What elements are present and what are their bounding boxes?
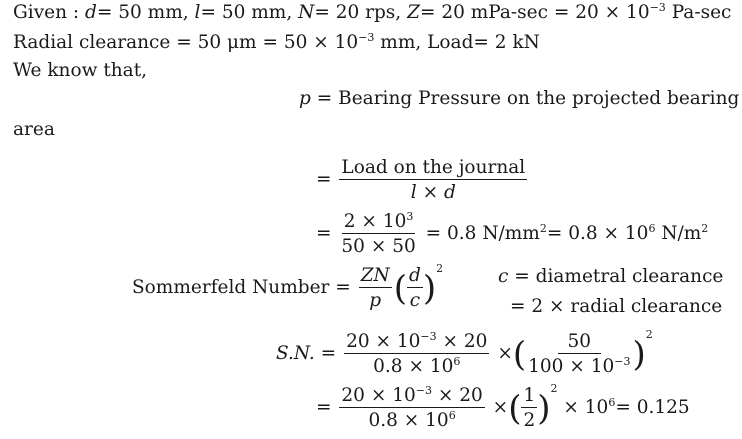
- sommerfeld-equation: [132, 262, 444, 312]
- sn2-main-fraction: [339, 383, 484, 432]
- p-denominator: p: [369, 290, 382, 312]
- sn1-den-exp: 6: [453, 355, 461, 369]
- pressure-definition: = Bearing Pressure on the projected bearing: [316, 88, 740, 109]
- pressure-numerator: [342, 209, 416, 234]
- left-paren-icon: (: [393, 268, 408, 309]
- sommerfeld-label: Sommerfeld Number: [132, 277, 330, 299]
- sn2-exponent: 2: [550, 382, 558, 396]
- speed-symbol: N: [298, 2, 315, 23]
- clearance-tail: mm, Load= 2 kN: [374, 32, 540, 53]
- clearance-note-2: = 2 × radial clearance: [510, 296, 723, 317]
- sn2-tail-exp: 6: [608, 396, 616, 410]
- equation-load-fraction: [316, 158, 529, 203]
- den-l-symbol: l: [410, 182, 417, 204]
- sommerfeld-exponent: 2: [436, 262, 444, 276]
- right-paren-icon: ): [632, 334, 646, 375]
- load-fraction: [339, 158, 527, 203]
- viscosity-unit: Pa-sec: [665, 2, 732, 23]
- sn1-paren-fraction: [526, 332, 632, 377]
- pressure-result: [426, 223, 709, 244]
- sn-label: S.N.: [276, 343, 315, 365]
- equals-sign: =: [316, 223, 332, 245]
- sn1-paren-denominator: [526, 354, 632, 376]
- clearance-note-text: = diametral clearance: [508, 266, 724, 287]
- c-denominator: c: [409, 290, 421, 312]
- equals-sign: =: [320, 343, 337, 365]
- load-denominator: [409, 180, 458, 202]
- zn-numerator: ZN: [359, 266, 392, 288]
- pressure-symbol: p: [299, 88, 311, 109]
- den-d-symbol: d: [443, 182, 456, 204]
- left-paren-icon: (: [512, 334, 527, 375]
- length-symbol: l: [194, 2, 201, 23]
- sn1-paren-numerator: 50: [558, 332, 602, 354]
- clearance-note-1: [498, 268, 723, 287]
- pressure-denominator: 50 × 50: [341, 236, 416, 258]
- pressure-result-1: = 0.8 N/mm: [425, 223, 540, 245]
- sn2-paren-numerator: 1: [521, 386, 537, 408]
- den-times: ×: [416, 182, 444, 204]
- sn1-paren-den-exp: −3: [614, 355, 631, 369]
- sn2-result-value: = 0.125: [615, 397, 690, 419]
- pressure-fraction: [339, 209, 417, 258]
- pressure-line: [299, 90, 739, 109]
- pressure-result-2-unit-exp: 2: [701, 222, 709, 236]
- pressure-result-2-unit: N/m: [655, 223, 702, 245]
- clearance-line: [13, 30, 540, 53]
- sn1-den-text: 0.8 × 10: [373, 356, 454, 378]
- pressure-num-text: 2 × 10: [343, 211, 407, 232]
- sn2-num-tail: × 20: [431, 385, 483, 406]
- clearance-exponent: −3: [358, 30, 375, 44]
- sn2-num-text: 20 × 10: [341, 385, 416, 406]
- sn1-num-tail: × 20: [436, 331, 488, 352]
- sn1-paren-den-text: 100 × 10: [528, 356, 615, 378]
- equals-sign: =: [316, 397, 332, 419]
- diameter-symbol: d: [85, 2, 97, 23]
- sn1-num-exp: −3: [420, 329, 437, 343]
- sn1-exponent: 2: [645, 328, 653, 342]
- load-numerator: Load on the journal: [339, 158, 527, 180]
- left-paren-icon: (: [508, 388, 522, 429]
- viscosity-symbol: Z: [407, 2, 420, 23]
- length-value: = 50 mm,: [200, 2, 293, 23]
- sn1-main-fraction: [344, 329, 489, 378]
- right-paren-icon: ): [422, 268, 437, 309]
- sn2-den-exp: 6: [448, 409, 456, 423]
- equals-sign: =: [335, 277, 351, 299]
- equals-sign: =: [316, 169, 332, 191]
- given-label: Given :: [13, 2, 80, 23]
- sn2-numerator: [339, 383, 484, 408]
- sn2-denominator: [366, 408, 457, 430]
- we-know-line: We know that,: [13, 60, 148, 81]
- pressure-result-1-exp: 2: [539, 222, 547, 236]
- sn1-num-text: 20 × 10: [346, 331, 421, 352]
- times-sign: ×: [492, 397, 509, 419]
- d-over-c-fraction: [407, 266, 423, 311]
- viscosity-value: = 20 mPa-sec = 20 × 10: [419, 2, 650, 23]
- viscosity-exponent: −3: [649, 0, 666, 14]
- sn1-denominator: [371, 354, 462, 376]
- diameter-value: = 50 mm,: [96, 2, 189, 23]
- sn-equation-2: [316, 382, 690, 432]
- times-sign: ×: [497, 343, 513, 365]
- clearance-text: Radial clearance = 50 μm = 50 × 10: [13, 32, 359, 53]
- sn2-paren-denominator: 2: [523, 410, 536, 432]
- given-line: [13, 0, 732, 23]
- equation-pressure-value: [316, 209, 709, 258]
- sn2-result: [563, 397, 689, 418]
- speed-value: = 20 rps,: [314, 2, 402, 23]
- sn2-num-exp: −3: [415, 383, 432, 397]
- sn-equation-1: [276, 328, 653, 378]
- right-paren-icon: ): [537, 388, 551, 429]
- sn2-den-text: 0.8 × 10: [368, 410, 449, 432]
- sn2-tail: × 10: [563, 397, 609, 419]
- clearance-note-symbol: c: [498, 266, 509, 287]
- pressure-continuation: area: [13, 119, 55, 140]
- pressure-num-exp: 3: [406, 209, 414, 223]
- d-numerator: d: [407, 266, 423, 288]
- sn1-numerator: [344, 329, 489, 354]
- pressure-result-2: = 0.8 × 10: [546, 223, 649, 245]
- zn-over-p-fraction: [359, 266, 392, 311]
- pressure-result-2-exp: 6: [648, 222, 656, 236]
- sn2-paren-fraction: [521, 386, 537, 431]
